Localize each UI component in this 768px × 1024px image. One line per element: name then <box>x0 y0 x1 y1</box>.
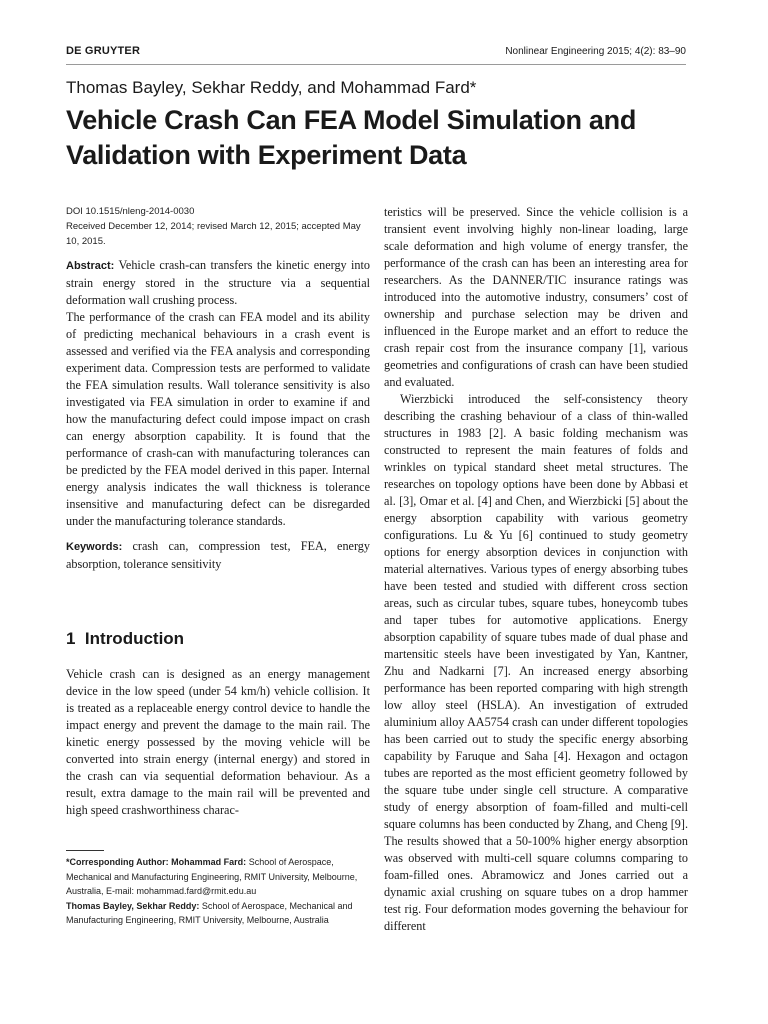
page-header <box>66 44 686 60</box>
left-column <box>66 204 370 573</box>
introduction-paragraph-1: Vehicle crash can is designed as an energy management device in the low speed (under 54 km/h) vehicle collision. It is treated as a replaceable energy control device to handle the impact energy and prevent the damage to the main rail. The kinetic energy possessed by the moving vehicle will be converted into strain energy (internal energy) and stored in the crash can via sequential deformation behaviour. As a result, extra damage to the main rail will be prevented and high speed crashworthiness charac- <box>66 667 370 817</box>
abstract-label: Abstract: <box>66 260 115 272</box>
header-rule <box>66 64 686 65</box>
section-number: 1 <box>66 629 76 648</box>
co-author-affiliation: School of Aerospace, Mechanical and Manufacturing Engineering, RMIT University, Melbourne, Australia <box>66 900 353 925</box>
doi: DOI 10.1515/nleng-2014-0030 <box>66 206 195 217</box>
section-heading-introduction <box>66 629 184 649</box>
keywords-text: crash can, compression test, FEA, energy absorption, tolerance sensitivity <box>66 539 370 571</box>
received-dates: Received December 12, 2014; revised March 12, 2015; accepted May 10, 2015. <box>66 221 361 247</box>
footnotes <box>66 855 366 928</box>
abstract-text-2: The performance of the crash can FEA model and its ability of predicting mechanical behaviours in a crash event is assessed and verified via the FEA analysis and corresponding experiment data. Compression tests are performed to validate the FEA simulation results. Wall tolerance sensitivity is also investigated via FEA simulation in order to examine if and how the manufacturing defect could impose impact on crash can energy absorption capability. It is found that the performance of crash-can with manufacturing tolerances can be predicted by the FEA model derived in this paper. Internal energy analysis indicates the wall thickness is tolerance insensitive and manufacturing defect can be disregarded under the manufacturing tolerance standards. <box>66 310 370 528</box>
corresponding-author-note <box>66 855 366 899</box>
publisher-name: DE GRUYTER <box>66 45 141 57</box>
introduction-paragraph-continued: teristics will be preserved. Since the vehicle collision is a transient event involving highly non-linear loading, large scale deformation and high volume of energy transfer, the performance of the crash can has been an interesting area for researchers. As the DANNER/TIC insurance ratings was introduced into the automotive industry, consumers’ cost of ownership and purchase selection may be driven and influenced in the Europe market and an effort to reduce the crash repair cost from the insurance company [1], various geometries and configurations of crash can have been studied and evaluated. <box>384 205 688 389</box>
corresponding-author-affiliation: School of Aerospace, Mechanical and Manufacturing Engineering, RMIT University, Melbourne, Australia, E-mail: mohammad.fard@rmit.edu.au <box>66 857 358 896</box>
co-author-label: Thomas Bayley, Sekhar Reddy: <box>66 900 200 911</box>
keywords-label: Keywords: <box>66 541 123 553</box>
abstract-text-1: Vehicle crash-can transfers the kinetic energy into strain energy stored in the structure via a sequential deformation wall crushing process. <box>66 258 371 307</box>
keywords <box>66 538 370 573</box>
introduction-left <box>66 666 370 819</box>
abstract <box>66 257 370 309</box>
introduction-paragraph-2: Wierzbicki introduced the self-consistency theory describing the crashing behaviour of a class of thin-walled structures in 1983 [2]. A basic folding mechanism was constructed to represent the main features of folds and wrinkles on typical standard sheet metal structures. The researches on topology options have been done by Abbasi et al. [3], Omar et al. [4] and Chen, and Wierzbicki [5] about the energy absorption capability with various geometry configurations. Lu & Yu [6] continued to study geometry options for energy absorption devices in conjunction with material alternatives. Various types of energy absorbing tubes have been tested and studied with different cross section areas, such as circular tubes, square tubes, honeycomb tubes and taper tubes for automotive applications. Energy absorption capability of square tubes made of dual phase and martensitic steels have been investigated by Yan, Kantner, Zhu and Nadkarni [7]. An increased energy absorbing performance has been reported comparing with high strength low alloy steel (HSLA). An investigation of extruded aluminium alloy AA5754 crash can under different topologies has been carried out to study the specific energy absorbing capability by Faruque and Saha [4]. Hexagon and octagon tubes are reported as the most efficient geometry followed by the square tube under single cell structure. A comparative study of energy absorption of foam-filled and multi-cell square columns has been conducted by Zhang, and Cheng [9]. The results showed that a 50-100% higher energy absorption was observed with multi-cell square columns comparing to foam-filled ones. Abramowicz and Jones carried out a dynamic axial crushing on square tubes on a drop hammer test rig. Four deformation modes governing the behaviour for different <box>384 392 688 933</box>
co-author-note <box>66 899 366 928</box>
corresponding-author-label: *Corresponding Author: Mohammad Fard: <box>66 857 247 867</box>
right-column <box>384 204 688 935</box>
footnote-rule <box>66 850 104 851</box>
author-list: Thomas Bayley, Sekhar Reddy, and Mohammad Fard* <box>66 78 477 97</box>
section-title: Introduction <box>84 629 185 648</box>
journal-reference: Nonlinear Engineering 2015; 4(2): 83–90 <box>505 46 686 57</box>
paper-title: Vehicle Crash Can FEA Model Simulation and Validation with Experiment Data <box>66 105 637 170</box>
